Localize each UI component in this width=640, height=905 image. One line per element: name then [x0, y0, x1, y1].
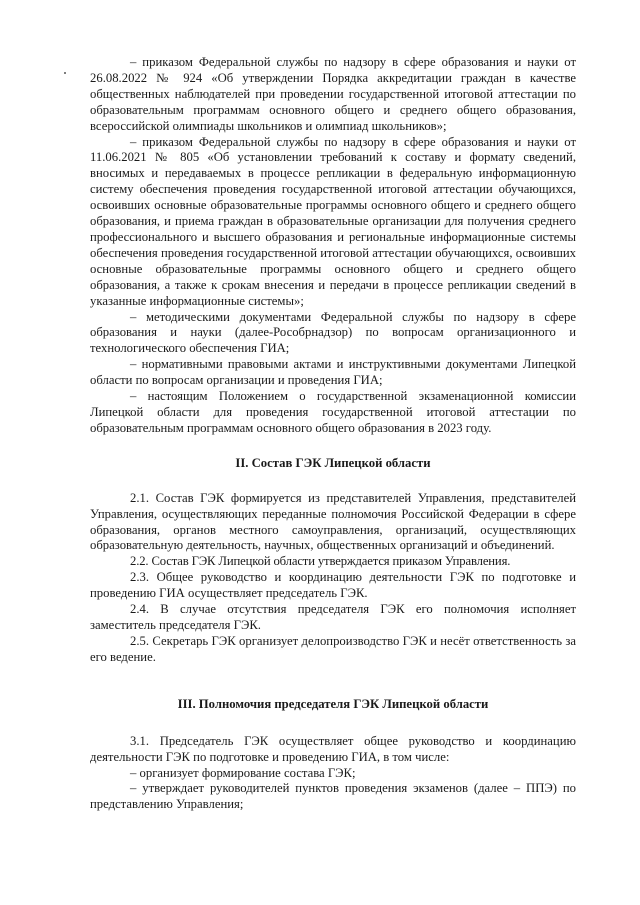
list-item-methodical-documents: – методическими документами Федеральной службы по надзору в сфере образования и науки (далее-Рособрнадзор) по вопросам организационного и технологического обеспечения ГИА; — [90, 309, 576, 356]
list-item-approve-heads: – утверждает руководителей пунктов проведения экзаменов (далее – ППЭ) по представлению Управления; — [90, 781, 576, 812]
clause-2-2: 2.2. Состав ГЭК Липецкой области утверждается приказом Управления. — [130, 554, 511, 569]
scan-mark — [64, 72, 66, 74]
clause-2-1: 2.1. Состав ГЭК формируется из представителей Управления, представителей Управления, осуществляющих переданные полномочия Российской Федерации в сфере образования, органов местного самоуправления, организаций, осуществляющих образовательную деятельность, научных, общественных организаций и объединений. — [90, 490, 576, 553]
section-3-body — [90, 734, 576, 814]
list-item-form-composition: – организует формирование состава ГЭК; — [130, 765, 356, 780]
list-item-order-924: – приказом Федеральной службы по надзору в сфере образования и науки от 26.08.2022 № 924 «Об утверждении Порядка аккредитации граждан в качестве общественных наблюдателей при проведении государственной итоговой аттестации по образовательным программам основного общего и среднего общего образования, всероссийской олимпиады школьников и олимпиад школьников»; — [90, 55, 576, 133]
list-item-this-regulation: – настоящим Положением о государственной экзаменационной комиссии Липецкой области для проведения государственной итоговой аттестации по образовательным программам основного общего образования в 2023 году. — [90, 389, 576, 435]
list-item-order-805: – приказом Федеральной службы по надзору в сфере образования и науки от 11.06.2021 № 805 «Об установлении требований к составу и формату сведений, вносимых и передаваемых в процессе репликации в федеральную информационную систему обеспечения проведения государственной итоговой аттестации обучающихся, освоивших основные образовательные программы основного общего и среднего общего образования, и приема граждан в образовательные организации для получения среднего профессионального и высшего образования и региональные информационные системы обеспечения проведения государственной итоговой аттестации обучающихся, освоивших основные образовательные программы основного общего и среднего общего образования, а также к срокам внесения и передачи в процессе репликации сведений в указанные информационные системы»; — [90, 134, 576, 308]
clause-2-5: 2.5. Секретарь ГЭК организует делопроизводство ГЭК и несёт ответственность за его ведение. — [90, 633, 576, 664]
clause-3-1: 3.1. Председатель ГЭК осуществляет общее руководство и координацию деятельности ГЭК по подготовке и проведению ГИА, в том числе: — [90, 733, 576, 764]
clause-2-3: 2.3. Общее руководство и координацию деятельности ГЭК по подготовке и проведению ГИА осуществляет председатель ГЭК. — [90, 570, 576, 601]
section-2-title: II. Состав ГЭК Липецкой области — [235, 455, 431, 470]
section-2-body — [90, 491, 576, 666]
clause-2-4: 2.4. В случае отсутствия председателя ГЭК его полномочия исполняет заместитель председателя ГЭК. — [90, 602, 576, 632]
section-3-title: III. Полномочия председателя ГЭК Липецкой области — [177, 696, 489, 711]
list-item-regional-acts: – нормативными правовыми актами и инструктивными документами Липецкой области по вопросам организации и проведения ГИА; — [90, 357, 576, 388]
intro-list — [90, 55, 576, 437]
